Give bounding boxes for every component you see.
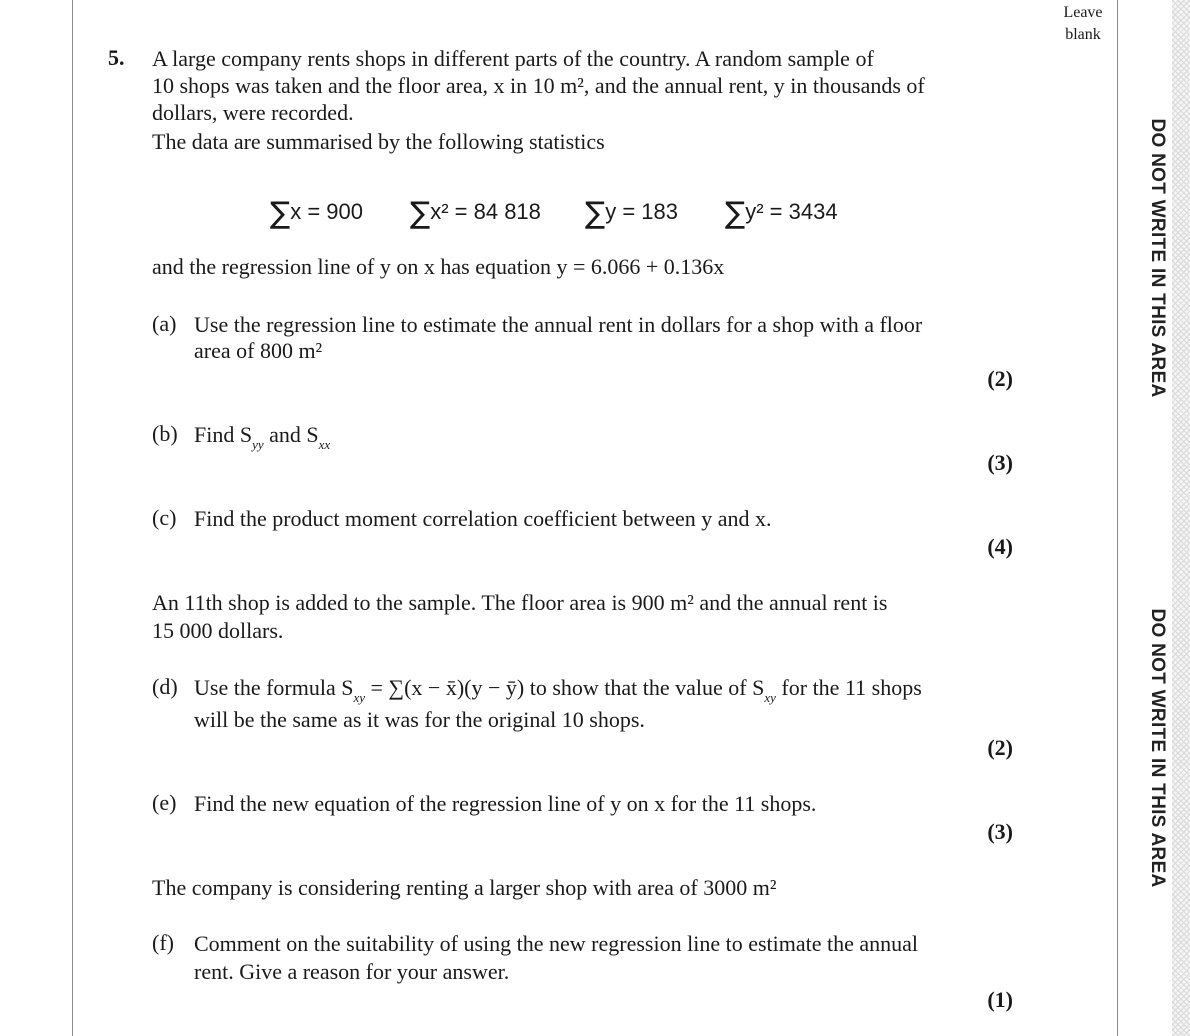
stat-sum-x: ∑x = 900: [270, 196, 363, 231]
part-f-label: (f): [152, 930, 174, 955]
part-a-line-2: area of 800 m²: [194, 338, 323, 363]
intro-line-1: A large company rents shops in different parts of the country. A random sample of: [152, 46, 874, 71]
stat-sum-y2: ∑y² = 3434: [725, 196, 838, 231]
do-not-write-text-bottom: DO NOT WRITE IN THIS AREA: [1147, 608, 1168, 888]
part-b-label: (b): [152, 421, 178, 446]
do-not-write-text-top: DO NOT WRITE IN THIS AREA: [1147, 118, 1168, 398]
intro-line-3: dollars, were recorded.: [152, 100, 354, 125]
part-c-marks: (4): [987, 534, 1013, 559]
eleventh-shop-line-1: An 11th shop is added to the sample. The floor area is 900 m² and the annual rent is: [152, 590, 888, 615]
part-d-line-1: Use the formula $S_{xy} = \sum(x$ − x̄)(y − ȳ) to show that the value of $S_{xy}$ for the 11 shops: [194, 675, 922, 705]
part-a-line-1: Use the regression line to estimate the annual rent in dollars for a shop with a floor: [194, 312, 923, 337]
question-number: 5.: [108, 45, 125, 70]
part-c-line-1: Find the product moment correlation coefficient between y and x.: [194, 506, 772, 531]
part-b-line: Find $S_{yy}$ and $S_{xx}$: [194, 422, 331, 452]
part-d-label: (d): [152, 674, 178, 699]
stat-sum-y: ∑y = 183: [585, 196, 678, 231]
part-f-marks: (1): [987, 987, 1013, 1012]
part-d-marks: (2): [987, 735, 1013, 760]
eleventh-shop-line-2: 15 000 dollars.: [152, 618, 284, 643]
part-f-line-2: rent. Give a reason for your answer.: [194, 959, 510, 984]
larger-shop-line: The company is considering renting a larger shop with area of 3000 m²: [152, 875, 777, 900]
part-a-label: (a): [152, 311, 177, 336]
part-c-label: (c): [152, 505, 177, 530]
part-a-marks: (2): [987, 366, 1013, 391]
margin-hatch: [1172, 0, 1190, 1036]
part-e-line-1: Find the new equation of the regression line of y on x for the 11 shops.: [194, 791, 817, 816]
intro-line-2: 10 shops was taken and the floor area, x in 10 m², and the annual rent, y in thousands of: [152, 73, 925, 98]
part-e-label: (e): [152, 790, 177, 815]
stat-sum-x2: ∑x² = 84 818: [410, 196, 541, 231]
part-e-marks: (3): [987, 819, 1013, 844]
intro-line-4: The data are summarised by the following statistics: [152, 129, 605, 154]
leave-blank-label: Leave blank: [1063, 4, 1103, 43]
part-b-marks: (3): [987, 450, 1013, 475]
part-f-line-1: Comment on the suitability of using the new regression line to estimate the annual: [194, 931, 919, 956]
part-d-line-2: will be the same as it was for the original 10 shops.: [194, 707, 645, 732]
regression-line-text: and the regression line of y on x has equation y = 6.066 + 0.136x: [152, 254, 725, 279]
